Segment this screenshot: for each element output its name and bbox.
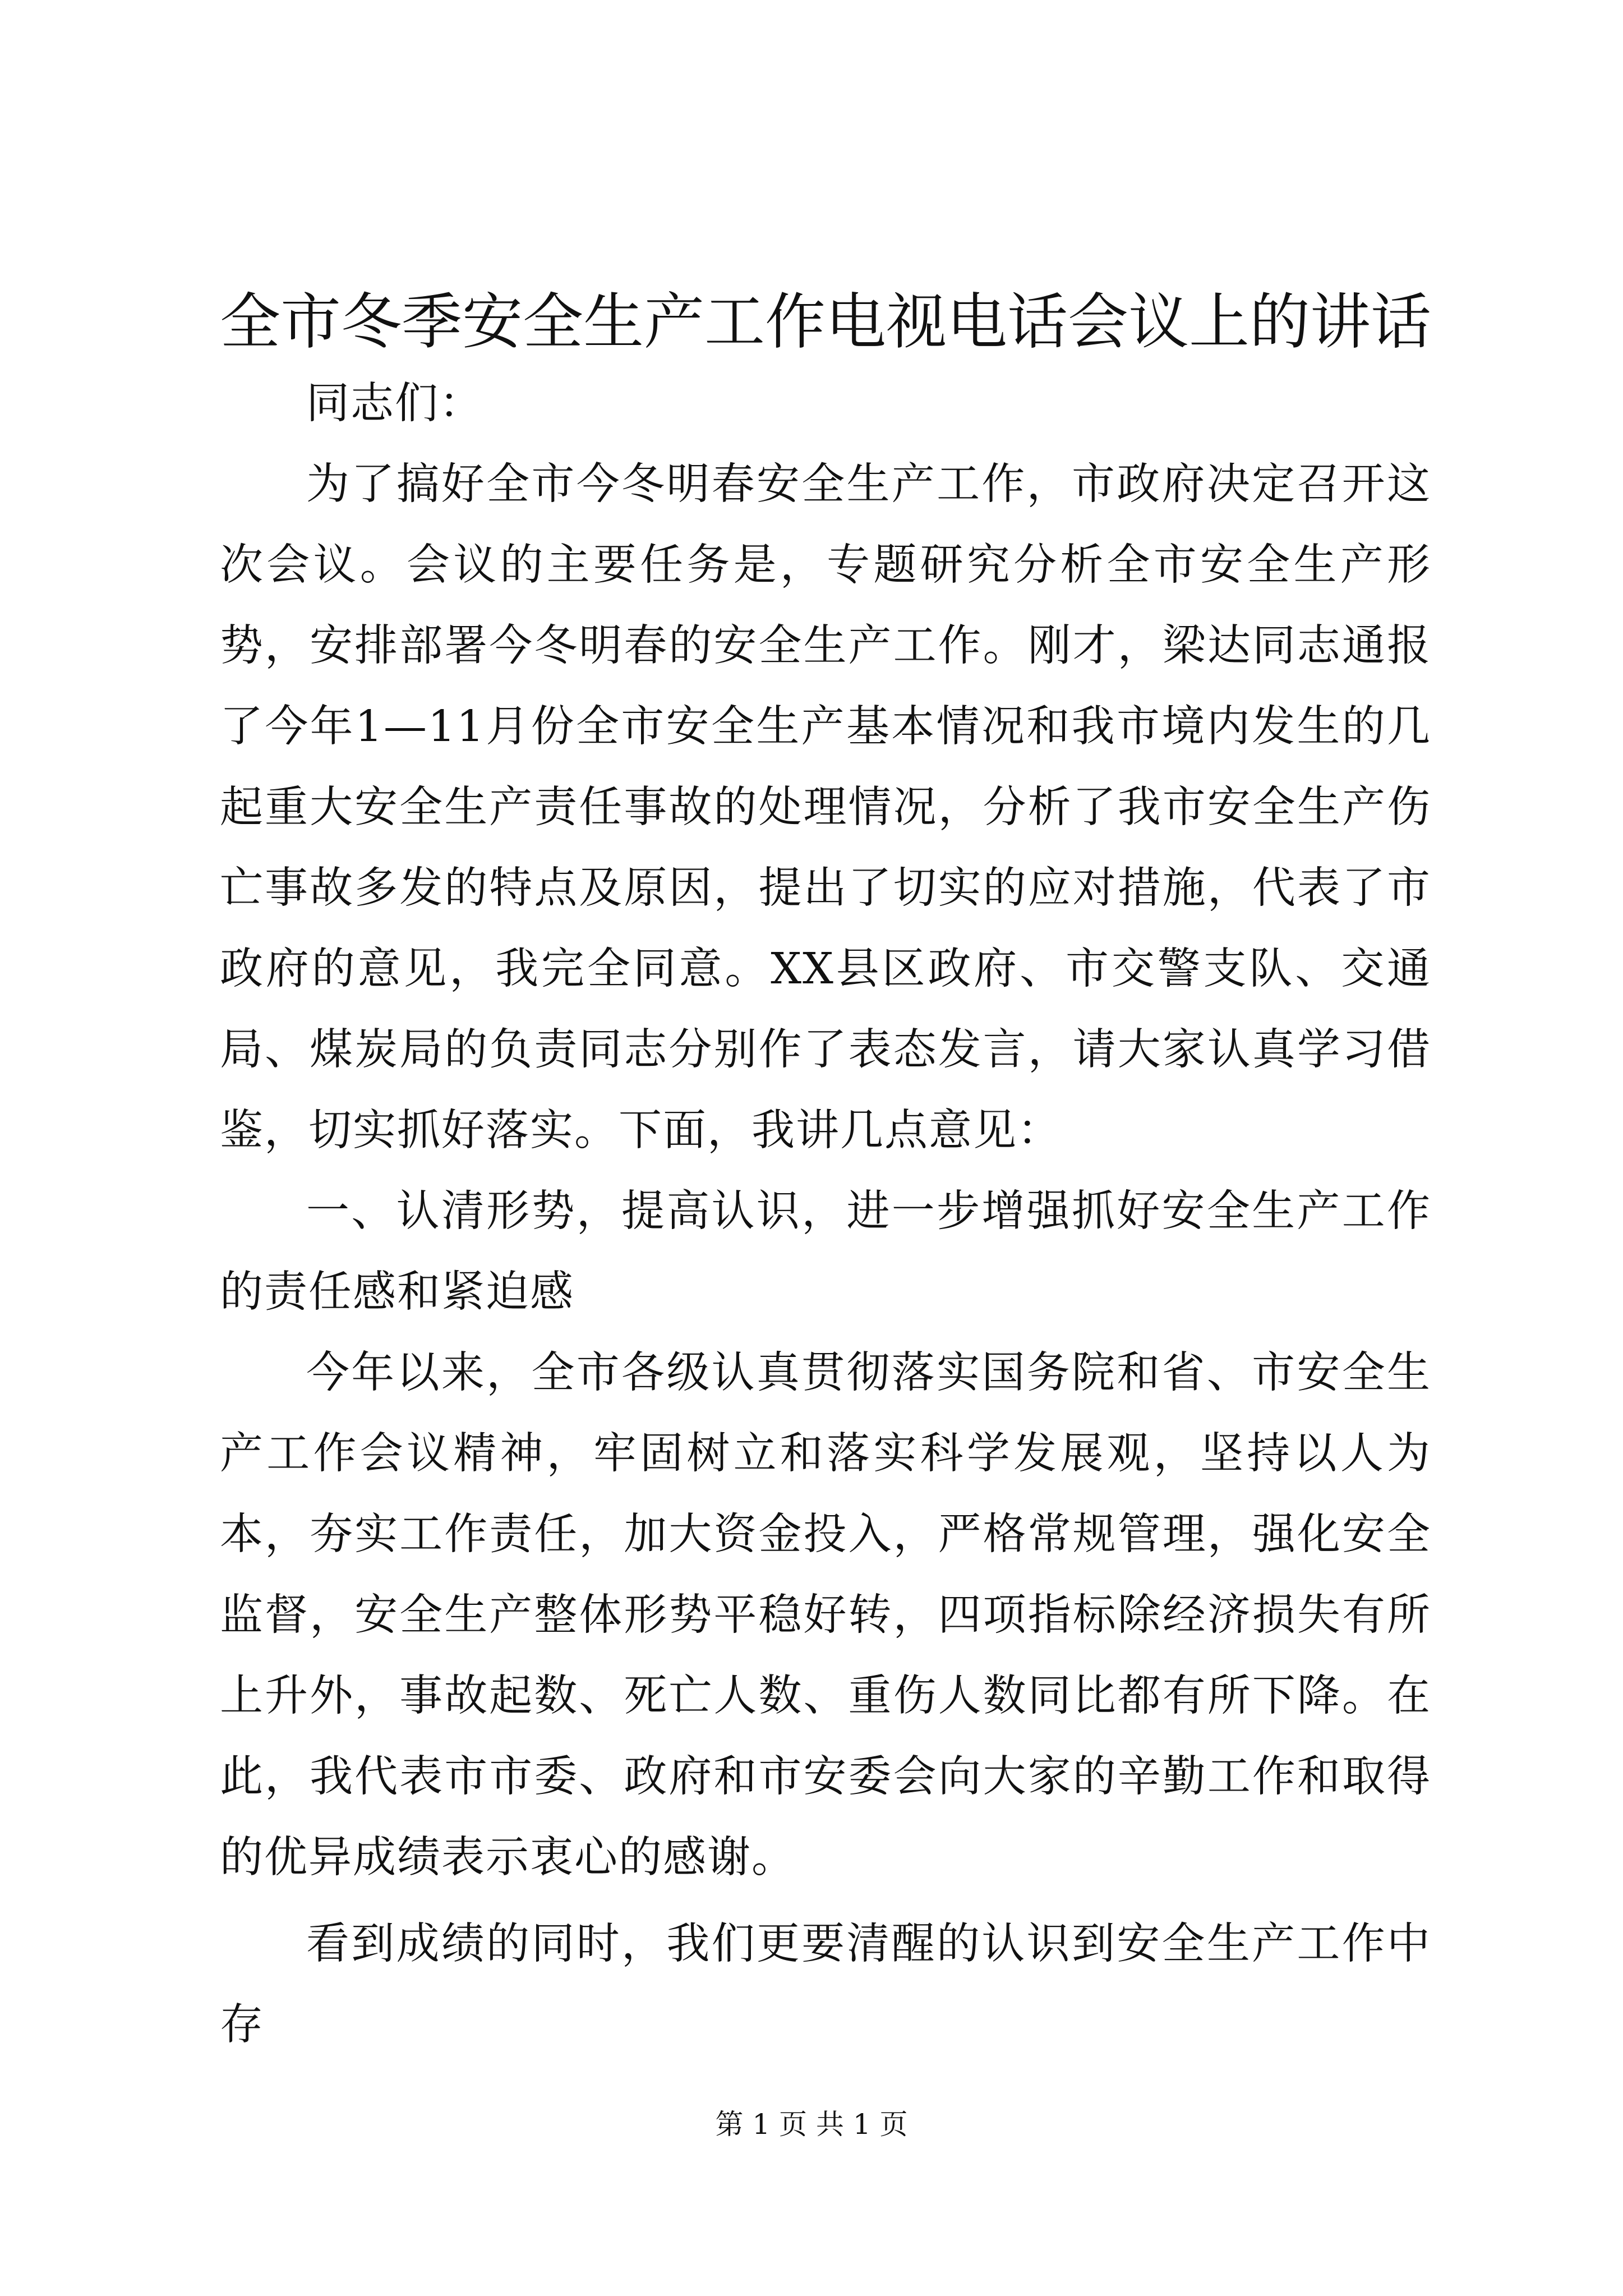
section-heading: 一、认清形势，提高认识，进一步增强抓好安全生产工作的责任感和紧迫感: [220, 1186, 1431, 1317]
paragraph: 看到成绩的同时，我们更要清醒的认识到安全生产工作中存: [220, 1919, 1431, 2050]
document-title: 全市冬季安全生产工作电视电话会议上的讲话: [220, 287, 1432, 357]
salutation: 同志们：: [306, 379, 483, 429]
document-body: [220, 364, 1431, 2065]
paragraph: 今年以来，全市各级认真贯彻落实国务院和省、市安全生产工作会议精神，牢固树立和落实科学发展观，坚持以人为本，夯实工作责任，加大资金投入，严格常规管理，强化安全监督，安全生产整体形势平稳好转，四项指标除经济损失有所上升外，事故起数、死亡人数、重伤人数同比都有所下降。在此，我代表市市委、政府和市安委会向大家的辛勤工作和取得的优异成绩表示衷心的感谢。: [220, 1348, 1431, 1883]
paragraph: 为了搞好全市今冬明春安全生产工作，市政府决定召开这次会议。会议的主要任务是，专题研究分析全市安全生产形势，安排部署今冬明春的安全生产工作。刚才，梁达同志通报了今年1—11月份全市安全生产基本情况和我市境内发生的几起重大安全生产责任事故的处理情况，分析了我市安全生产伤亡事故多发的特点及原因，提出了切实的应对措施，代表了市政府的意见，我完全同意。XX县区政府、市交警支队、交通局、煤炭局的负责同志分别作了表态发言，请大家认真学习借鉴，切实抓好落实。下面，我讲几点意见：: [220, 459, 1431, 1156]
page-footer: 第 1 页 共 1 页: [715, 2108, 908, 2141]
